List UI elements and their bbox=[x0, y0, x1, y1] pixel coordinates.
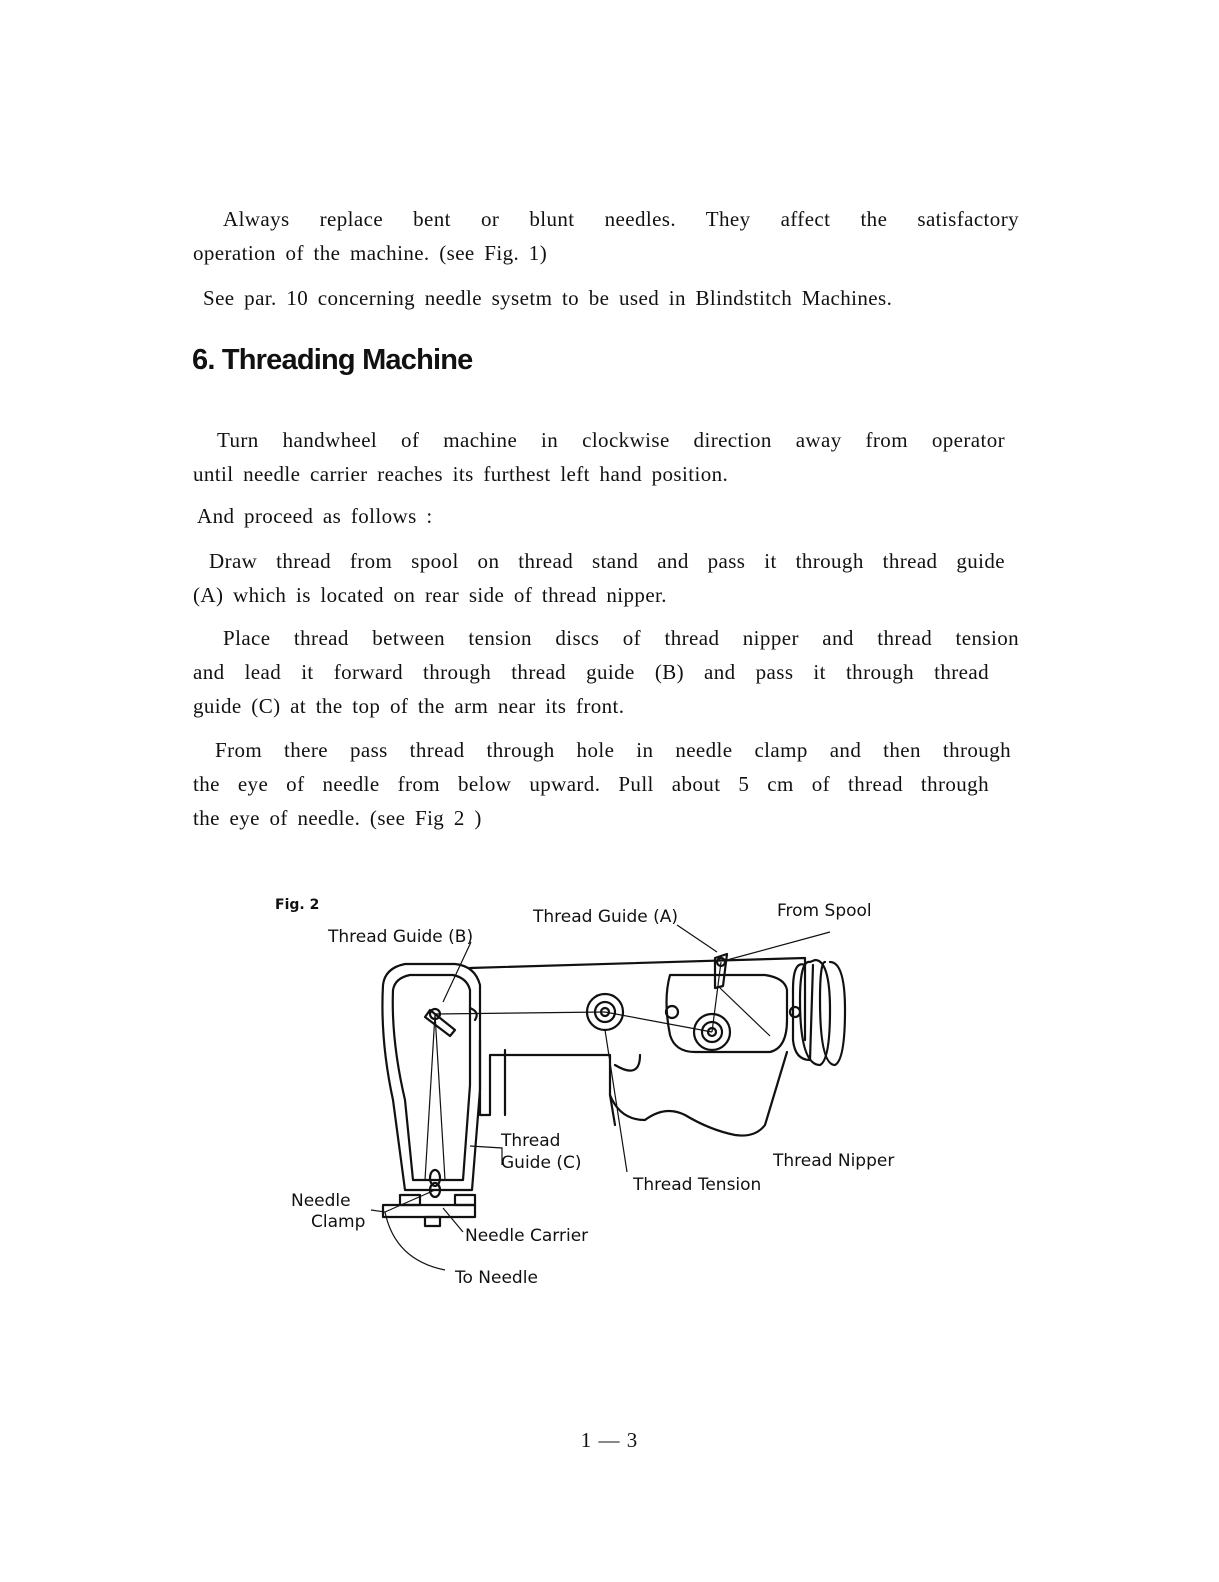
text-line: (A) which is located on rear side of thread nipper. bbox=[193, 583, 667, 607]
needle-carrier bbox=[425, 1217, 440, 1226]
paragraph-turn-handwheel bbox=[193, 423, 1005, 457]
paragraph-from-there-l2 bbox=[193, 767, 989, 801]
label-thread-guide-c-line2: Guide (C) bbox=[501, 1153, 582, 1173]
paragraph-place-thread-l2 bbox=[193, 655, 989, 689]
text-line: the eye of needle. (see Fig 2 ) bbox=[193, 806, 482, 830]
page-number: 1 — 3 bbox=[580, 1428, 639, 1452]
paragraph-from-there-l3 bbox=[193, 801, 989, 835]
text-line: Turn handwheel of machine in clockwise direction away from operator bbox=[217, 428, 1005, 452]
paragraph-needle-replace-cont bbox=[193, 236, 989, 270]
paragraph-proceed bbox=[197, 499, 993, 533]
paragraph-turn-handwheel-cont bbox=[193, 457, 989, 491]
paragraph-draw-thread bbox=[193, 544, 1005, 578]
figure-label: Fig. 2 bbox=[275, 897, 320, 913]
text-line: And proceed as follows : bbox=[197, 504, 433, 528]
paragraph-place-thread-l3 bbox=[193, 689, 989, 723]
label-from-spool: From Spool bbox=[777, 901, 872, 921]
paragraph-place-thread bbox=[193, 621, 1019, 655]
text-line: Always replace bent or blunt needles. They affect the satisfactory bbox=[223, 207, 1019, 231]
text-line: operation of the machine. (see Fig. 1) bbox=[193, 241, 548, 265]
section-title: 6. Threading Machine bbox=[192, 344, 473, 376]
paragraph-needle-system bbox=[203, 281, 963, 315]
label-needle-clamp-line1: Needle bbox=[291, 1191, 351, 1211]
threading-diagram-svg bbox=[265, 890, 915, 1300]
label-thread-tension: Thread Tension bbox=[633, 1175, 762, 1195]
text-line: and lead it forward through thread guide (B) and pass it through thread bbox=[193, 660, 989, 684]
text-line: until needle carrier reaches its furthest left hand position. bbox=[193, 462, 729, 486]
paragraph-from-there bbox=[193, 733, 1011, 767]
label-needle-clamp-line2: Clamp bbox=[311, 1212, 366, 1232]
label-to-needle: To Needle bbox=[455, 1268, 538, 1288]
label-thread-nipper: Thread Nipper bbox=[773, 1151, 895, 1171]
paragraph-draw-thread-cont bbox=[193, 578, 989, 612]
paragraph-needle-replace bbox=[193, 202, 1019, 236]
label-thread-guide-a: Thread Guide (A) bbox=[533, 907, 679, 927]
label-thread-guide-b: Thread Guide (B) bbox=[328, 927, 474, 947]
label-needle-carrier: Needle Carrier bbox=[465, 1226, 589, 1246]
threading-diagram bbox=[265, 890, 915, 1300]
text-line: From there pass thread through hole in needle clamp and then through bbox=[215, 738, 1011, 762]
label-thread-guide-c-line1: Thread bbox=[501, 1131, 561, 1151]
machine-arm-top bbox=[470, 958, 805, 1040]
machine-arm-underside bbox=[480, 1040, 615, 1125]
text-line: Place thread between tension discs of thread nipper and thread tension bbox=[223, 626, 1019, 650]
text-line: See par. 10 concerning needle sysetm to be used in Blindstitch Machines. bbox=[203, 286, 893, 310]
text-line: Draw thread from spool on thread stand and pass it through thread guide bbox=[209, 549, 1005, 573]
text-line: the eye of needle from below upward. Pull about 5 cm of thread through bbox=[193, 772, 989, 796]
text-line: guide (C) at the top of the arm near its front. bbox=[193, 694, 625, 718]
